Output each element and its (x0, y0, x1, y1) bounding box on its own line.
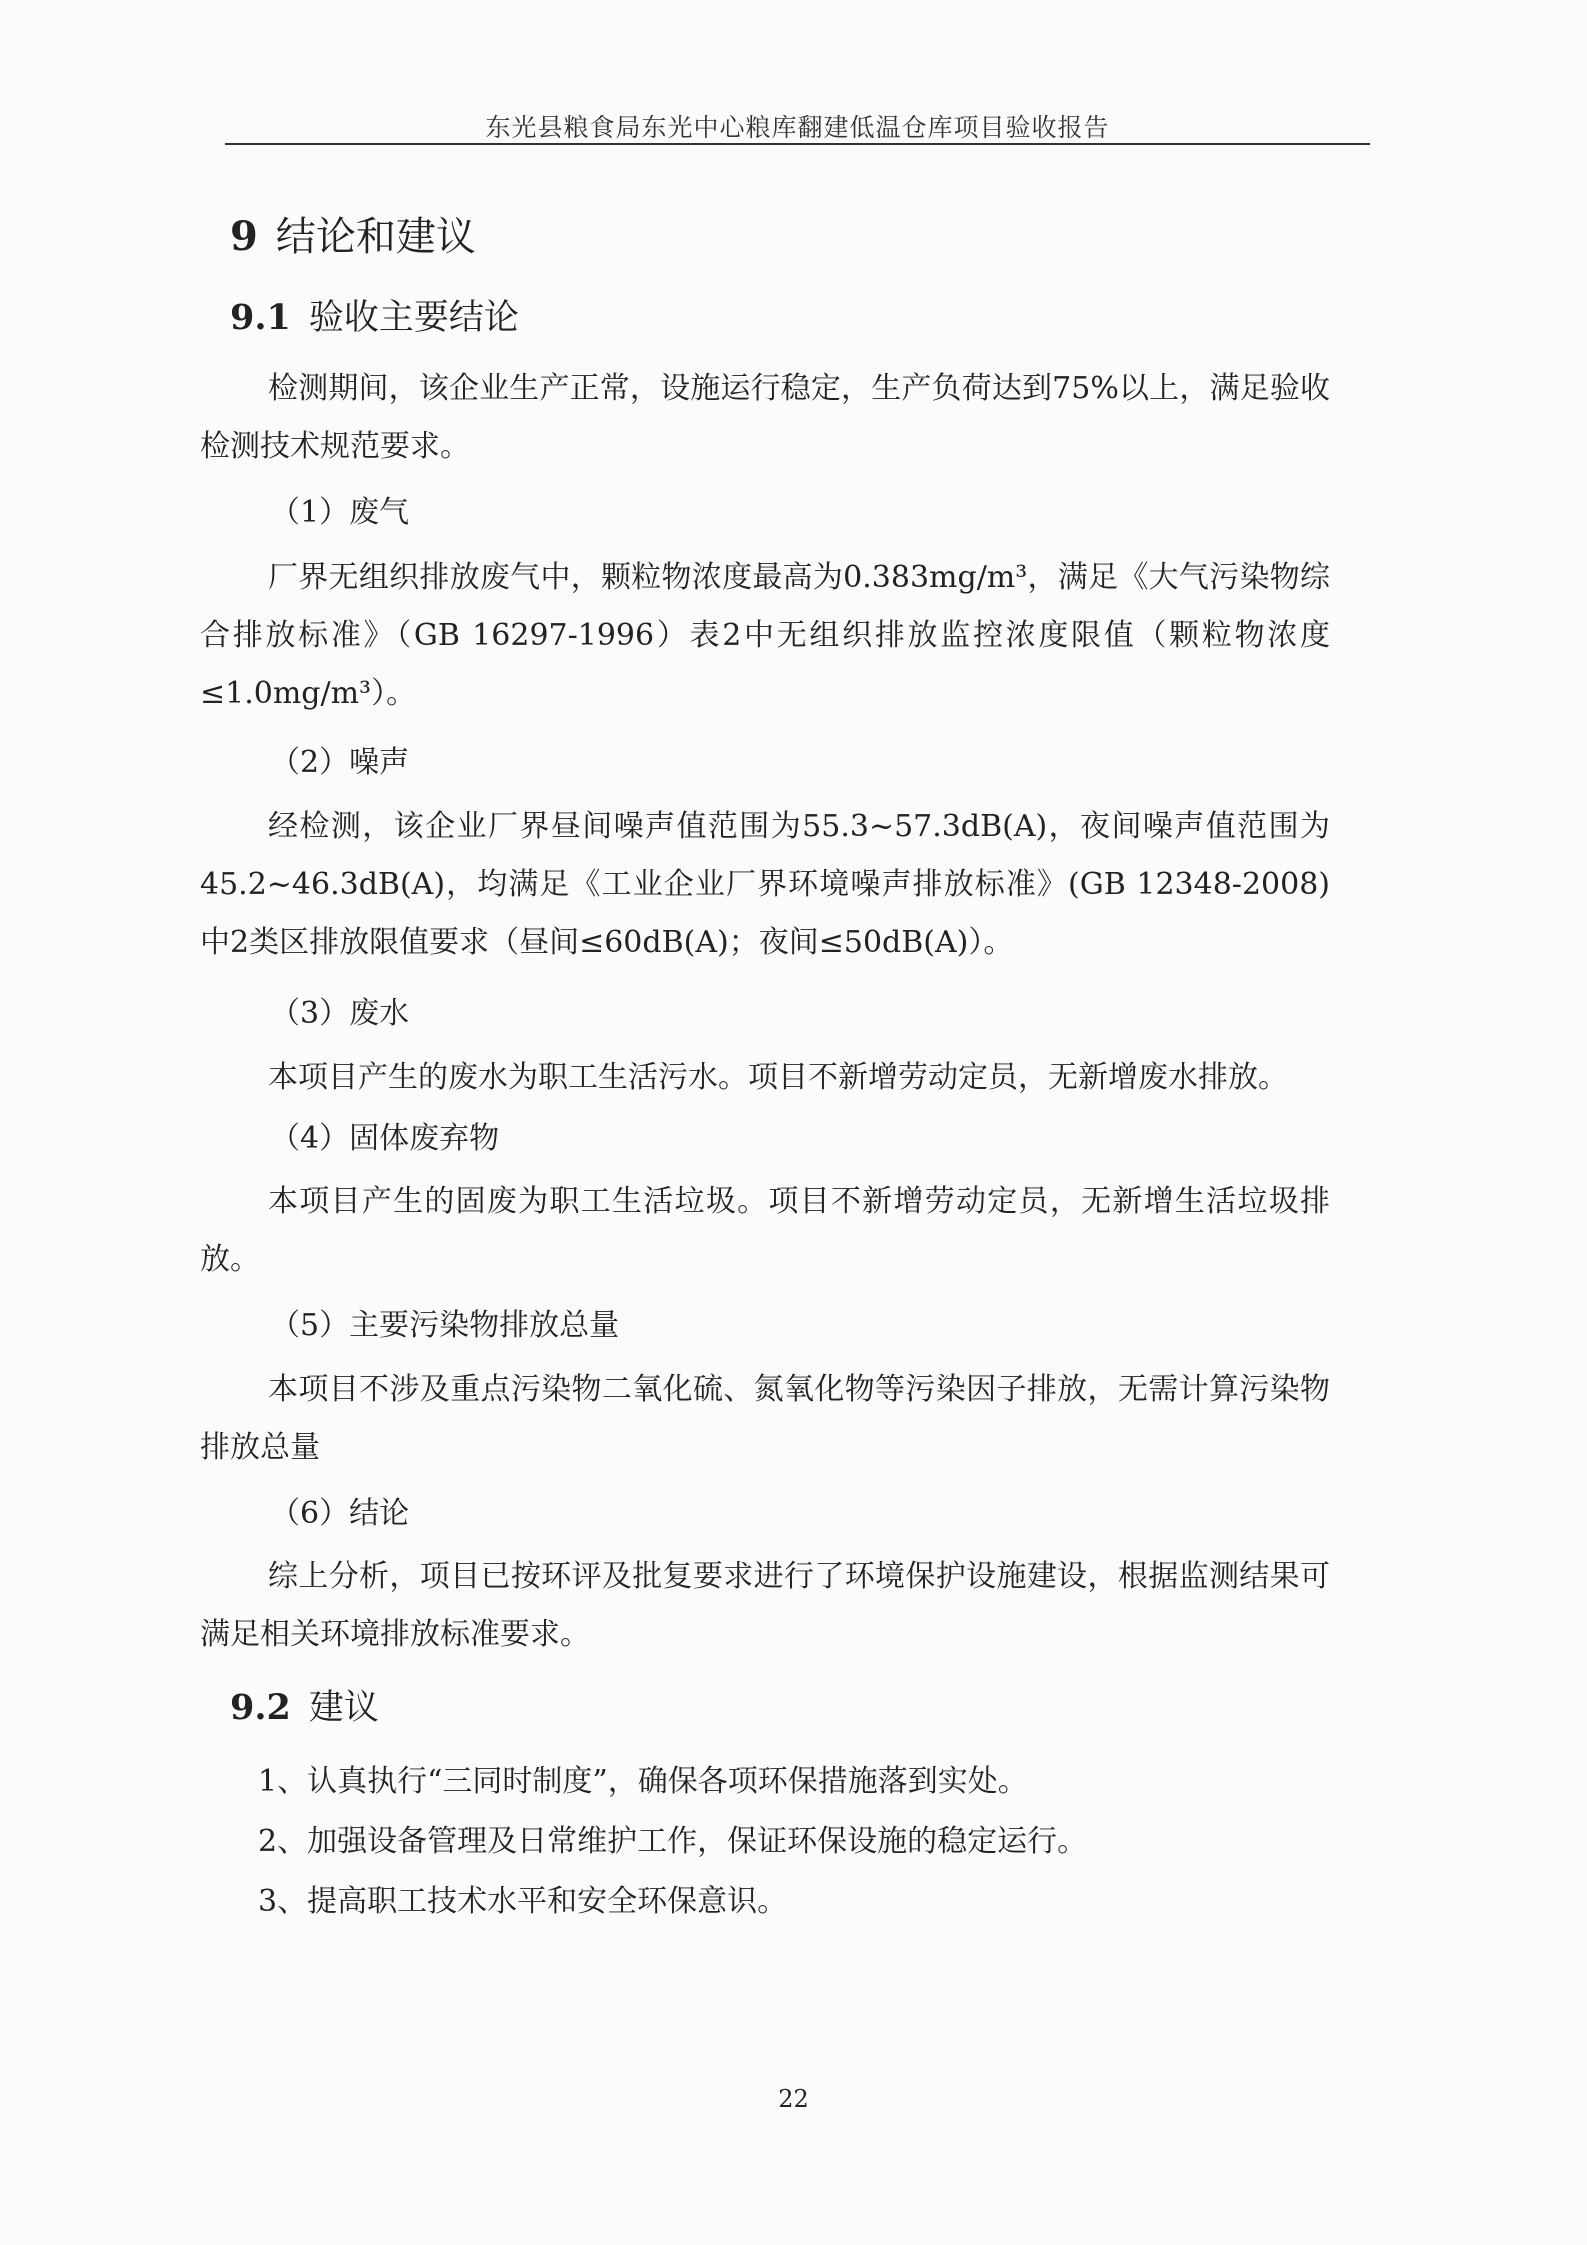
page-number: 22 (778, 2085, 809, 2113)
section-9-2-title: 建议 (308, 1688, 379, 1728)
section-9-1-title: 验收主要结论 (308, 298, 519, 338)
section-9-2-number: 9.2 (230, 1687, 291, 1728)
recommendation-1: 1、认真执行“三同时制度”，确保各项环保措施落到实处。 (258, 1764, 1028, 1799)
item-1-text: 厂界无组织排放废气中，颗粒物浓度最高为0.383mg/m³，满足《大气污染物综合排放标准》（GB 16297-1996）表2中无组织排放监控浓度限值（颗粒物浓度≤1.0mg/m³）。 (200, 560, 1330, 711)
section-9-heading (230, 205, 476, 262)
item-6-text: 综上分析，项目已按环评及批复要求进行了环境保护设施建设，根据监测结果可满足相关环境排放标准要求。 (200, 1559, 1330, 1652)
page-header: 东光县粮食局东光中心粮库翻建低温仓库项目验收报告 (485, 113, 1110, 142)
section-9-number: 9 (230, 213, 258, 260)
section-9-2-heading (230, 1680, 379, 1730)
item-4-heading: （4）固体废弃物 (270, 1121, 500, 1156)
item-5-text: 本项目不涉及重点污染物二氧化硫、氮氧化物等污染因子排放，无需计算污染物排放总量 (200, 1372, 1330, 1465)
item-2-text: 经检测，该企业厂界昼间噪声值范围为55.3~57.3dB(A)，夜间噪声值范围为45.2~46.3dB(A)，均满足《工业企业厂界环境噪声排放标准》(GB 12348-2008) 中2类区排放限值要求（昼间≤60dB(A)；夜间≤50dB(A)）。 (200, 809, 1330, 960)
item-3-heading: （3）废水 (270, 996, 410, 1031)
item-1-heading: （1）废气 (270, 495, 410, 530)
header-rule (225, 143, 1370, 145)
item-2-heading: （2）噪声 (270, 745, 410, 780)
section-9-title: 结论和建议 (275, 214, 476, 260)
item-4-text: 本项目产生的固废为职工生活垃圾。项目不新增劳动定员，无新增生活垃圾排放。 (200, 1184, 1330, 1277)
item-3-text: 本项目产生的废水为职工生活污水。项目不新增劳动定员，无新增废水排放。 (268, 1060, 1288, 1095)
recommendation-3: 3、提高职工技术水平和安全环保意识。 (258, 1884, 788, 1919)
item-6-heading: （6）结论 (270, 1496, 410, 1531)
item-5-heading: （5）主要污染物排放总量 (270, 1308, 620, 1343)
intro-paragraph: 检测期间，该企业生产正常，设施运行稳定，生产负荷达到75%以上，满足验收检测技术规范要求。 (200, 371, 1330, 464)
recommendation-2: 2、加强设备管理及日常维护工作，保证环保设施的稳定运行。 (258, 1824, 1088, 1859)
section-9-1-heading (230, 290, 519, 340)
section-9-1-number: 9.1 (230, 297, 291, 338)
